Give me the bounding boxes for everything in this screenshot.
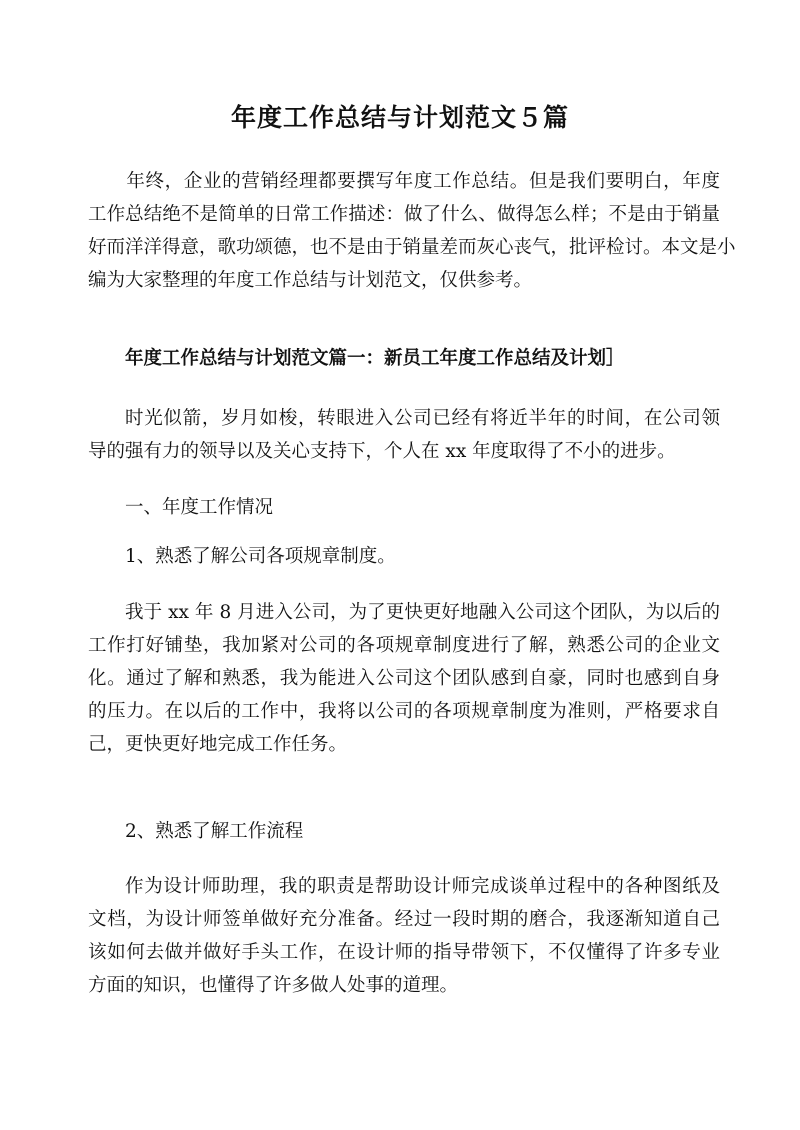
paragraph-line: 我于 xx 年 8 月进入公司，为了更快更好地融入公司这个团队，为以后的: [125, 602, 720, 623]
heading-one-text: 一、年度工作情况: [125, 497, 274, 518]
paragraph-line: 时光似箭，岁月如梭，转眼进入公司已经有将近半年的时间，在公司领: [125, 408, 720, 429]
intro-line: 编为大家整理的年度工作总结与计划范文，仅供参考。: [88, 270, 533, 291]
paragraph-1: [88, 402, 720, 468]
paragraph-line: 方面的知识，也懂得了许多做人处事的道理。: [88, 975, 459, 996]
intro-paragraph: [88, 165, 736, 297]
heading-one: [125, 491, 757, 524]
paragraph-2: [88, 596, 720, 761]
intro-line: 年终，企业的营销经理都要撰写年度工作总结。但是我们要明白，年度: [88, 171, 720, 192]
intro-line: 好而洋洋得意，歌功颂德，也不是由于销量差而灰心丧气，批评检讨。本文是小: [88, 237, 736, 258]
paragraph-line: 化。通过了解和熟悉，我为能进入公司这个团队感到自豪，同时也感到自身: [88, 668, 720, 689]
section-heading: [125, 342, 725, 375]
intro-line: 工作总结绝不是简单的日常工作描述：做了什么、做得怎么样；不是由于销量: [88, 204, 720, 225]
item-2-heading: [125, 815, 757, 848]
item-2-heading-text: 2、熟悉了解工作流程: [125, 821, 304, 842]
document-title: 年度工作总结与计划范文５篇: [230, 103, 569, 132]
paragraph-line: 作为设计师助理，我的职责是帮助设计师完成谈单过程中的各种图纸及: [125, 876, 720, 897]
item-1-heading: [125, 540, 757, 573]
paragraph-line: 导的强有力的领导以及关心支持下，个人在 xx 年度取得了不小的进步。: [88, 441, 676, 462]
paragraph-line: 工作打好铺垫，我加紧对公司的各项规章制度进行了解，熟悉公司的企业文: [88, 635, 720, 656]
paragraph-line: 该如何去做并做好手头工作，在设计师的指导带领下，不仅懂得了许多专业: [88, 942, 720, 963]
paragraph-line: 文档，为设计师签单做好充分准备。经过一段时期的磨合，我逐渐知道自己: [88, 909, 720, 930]
paragraph-3: [88, 870, 720, 1002]
item-1-heading-text: 1、熟悉了解公司各项规章制度。: [125, 546, 396, 567]
section-heading-text: 年度工作总结与计划范文篇一：新员工年度工作总结及计划］: [125, 348, 625, 369]
paragraph-line: 己，更快更好地完成工作任务。: [88, 734, 348, 755]
paragraph-line: 的压力。在以后的工作中，我将以公司的各项规章制度为准则，严格要求自: [88, 701, 720, 722]
